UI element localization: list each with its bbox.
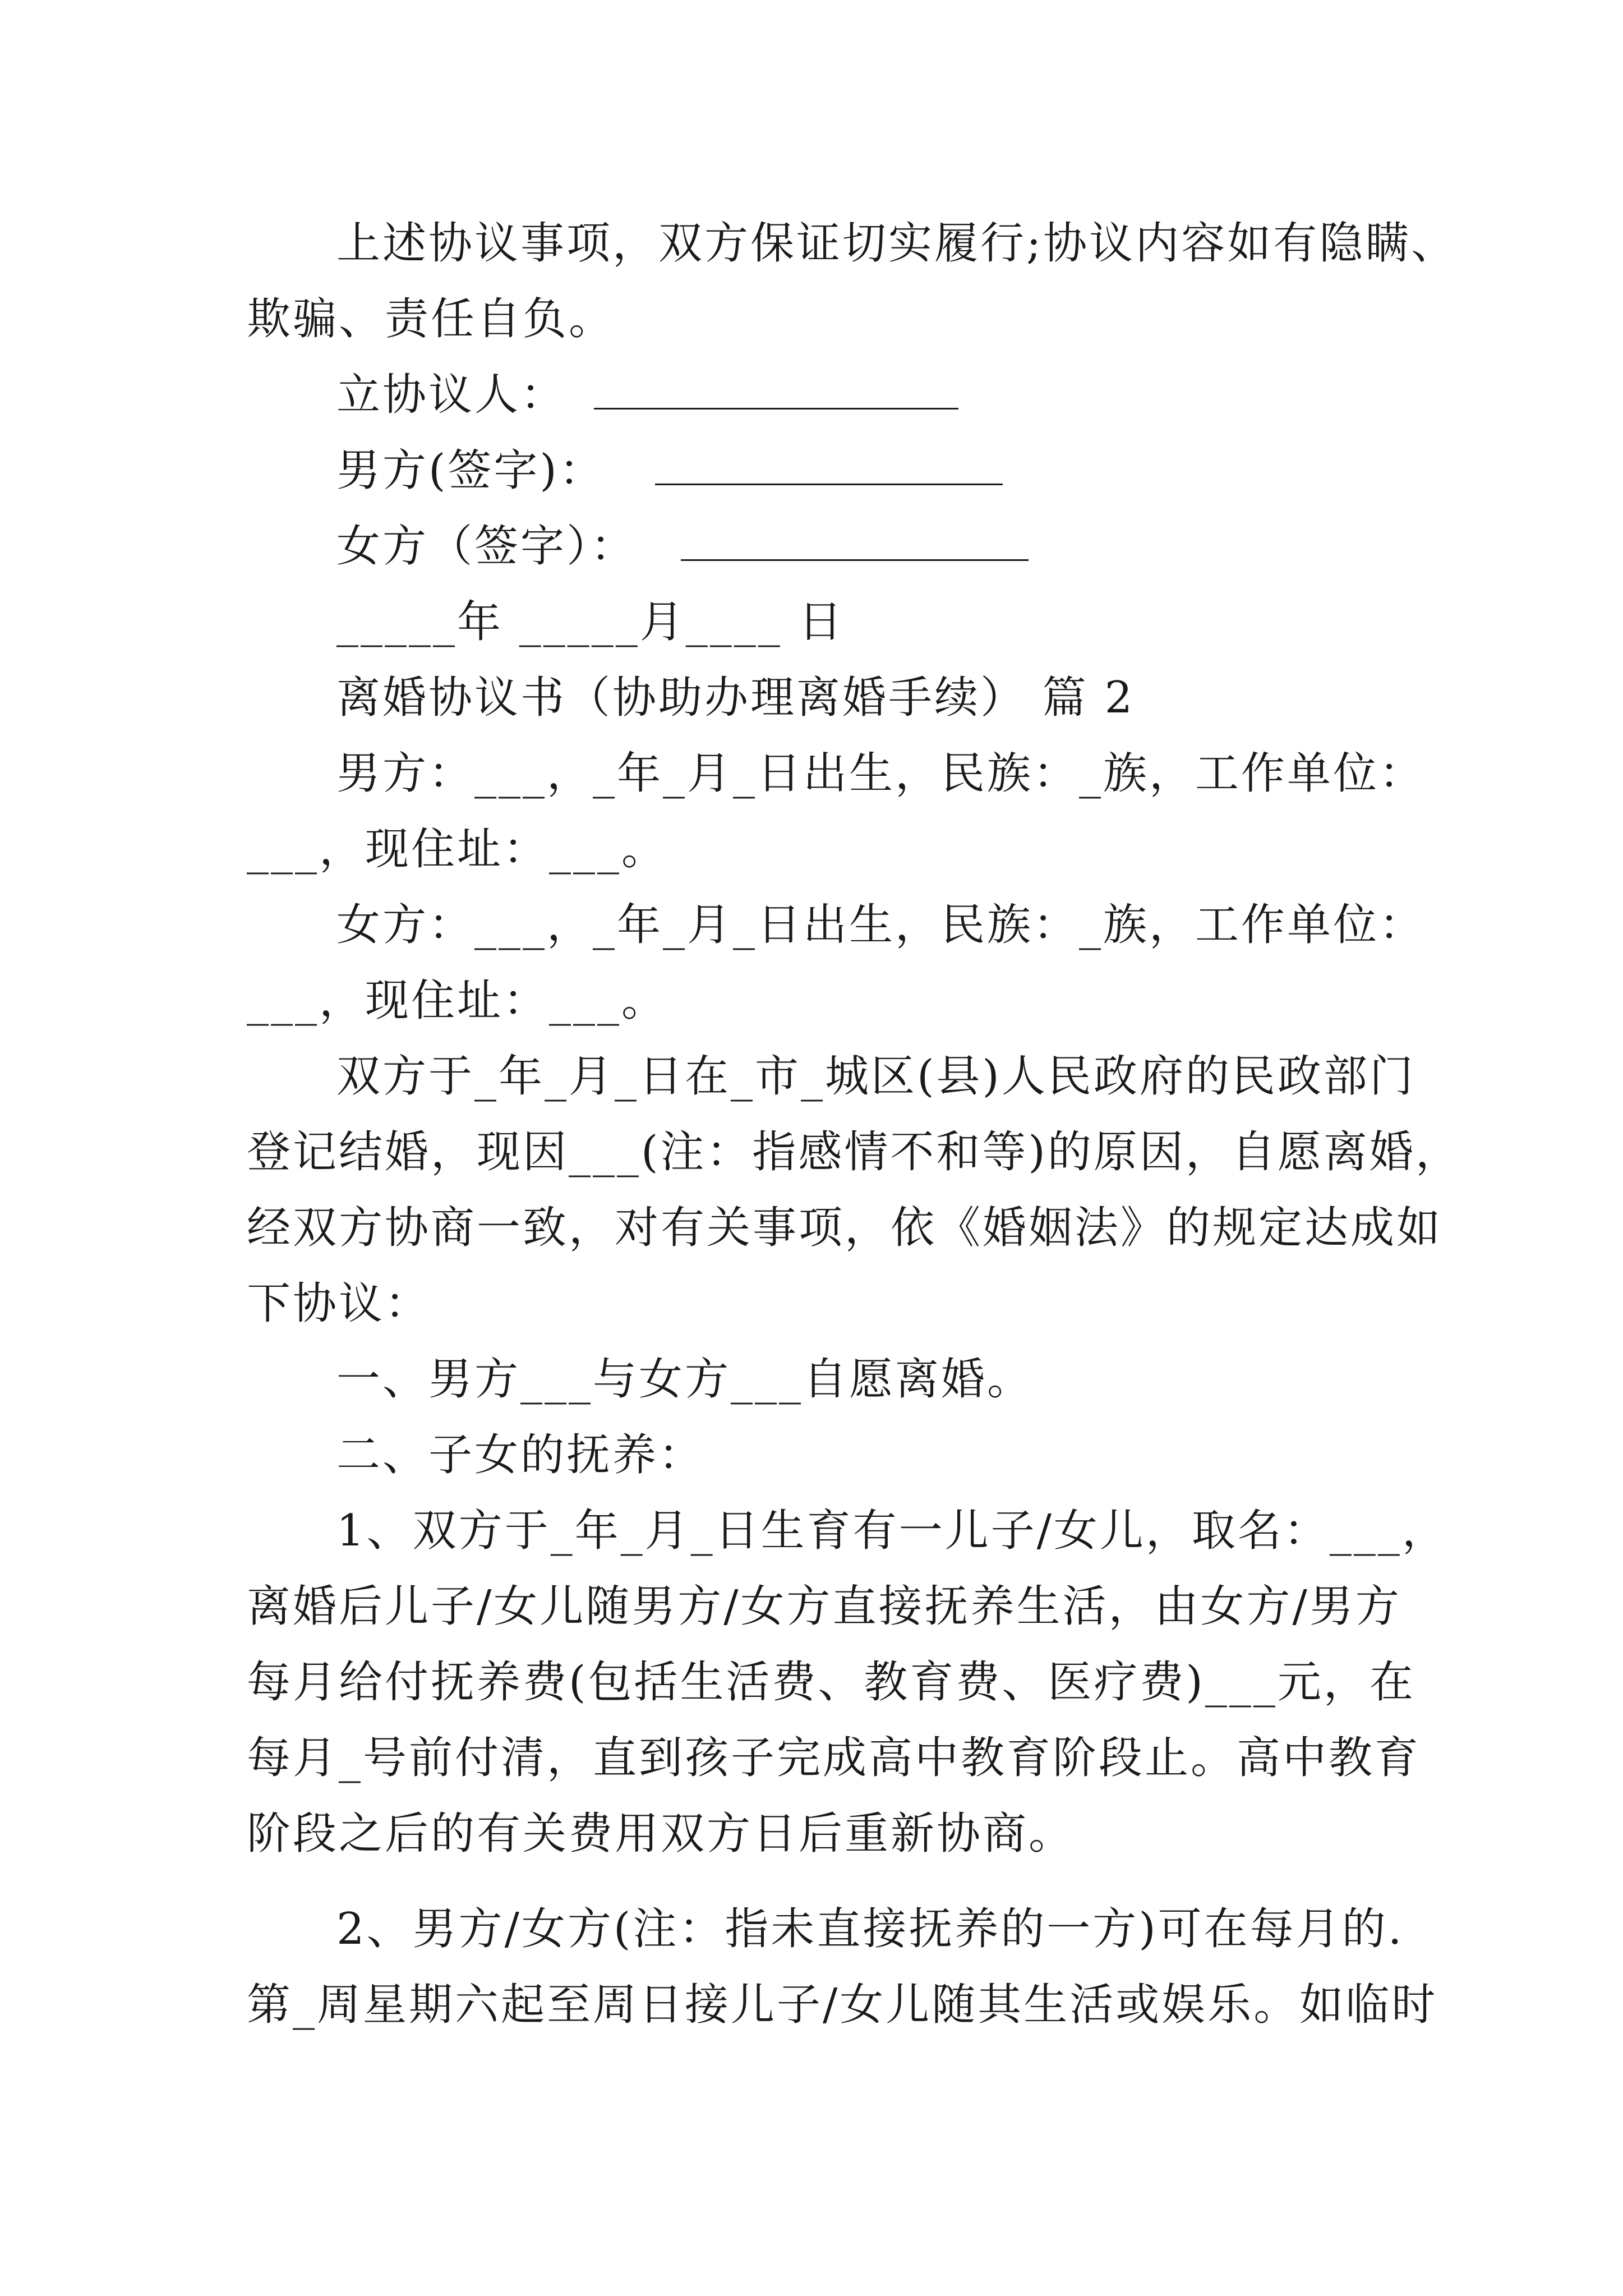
text-line: 1、双方于_年_月_日生育有一儿子/女儿，取名：___， (336, 1506, 1448, 1556)
text-line: 下协议： (247, 1278, 431, 1329)
text-line: 离婚后儿子/女儿随男方/女方直接抚养生活，由女方/男方 (247, 1581, 1401, 1632)
text-line: 欺骗、责任自负。 (247, 294, 615, 344)
text-line: 每月_号前付清，直到孩子完成高中教育阶段止。高中教育 (247, 1733, 1421, 1783)
text-line: ___，现住址：___。 (247, 824, 668, 875)
clause-line: 二、子女的抚养： (336, 1430, 705, 1480)
clause-line: 一、男方___与女方___自愿离婚。 (336, 1354, 1034, 1405)
text-line: ___，现住址：___。 (247, 976, 668, 1026)
male-signature-label: 男方(签字)： (336, 445, 605, 496)
text-line: 第_周星期六起至周日接儿子/女儿随其生活或娱乐。如临时 (247, 1980, 1438, 2030)
male-signature-line (336, 445, 1003, 496)
text-line: 登记结婚，现因___(注：指感情不和等)的原因，自愿离婚， (247, 1127, 1461, 1177)
signature-blank (594, 408, 958, 409)
signatory-line (336, 370, 958, 420)
text-line: 上述协议事项，双方保证切实履行;协议内容如有隐瞒、 (336, 218, 1458, 269)
signature-blank (655, 484, 1003, 485)
text-line: 2、男方/女方(注：指未直接抚养的一方)可在每月的. (336, 1904, 1404, 1954)
signatory-label: 立协议人： (336, 370, 567, 420)
signature-blank (681, 559, 1029, 561)
text-line: 女方：___，_年_月_日出生，民族：_族，工作单位： (336, 900, 1426, 950)
text-line: 阶段之后的有关费用双方日后重新协商。 (247, 1809, 1075, 1859)
female-signature-line (336, 521, 1029, 572)
text-line: 双方于_年_月_日在_市_城区(县)人民政府的民政部门 (336, 1051, 1415, 1102)
section-heading: 离婚协议书（协助办理离婚手续） 篇 2 (336, 673, 1135, 723)
text-line: 每月给付抚养费(包括生活费、教育费、医疗费)___元，在 (247, 1657, 1415, 1708)
date-line: _____年 _____月____ 日 (336, 597, 845, 647)
female-signature-label: 女方（签字）： (336, 521, 637, 572)
text-line: 经双方协商一致，对有关事项，依《婚姻法》的规定达成如 (247, 1203, 1443, 1253)
text-line: 男方：___，_年_月_日出生，民族：_族，工作单位： (336, 748, 1426, 799)
